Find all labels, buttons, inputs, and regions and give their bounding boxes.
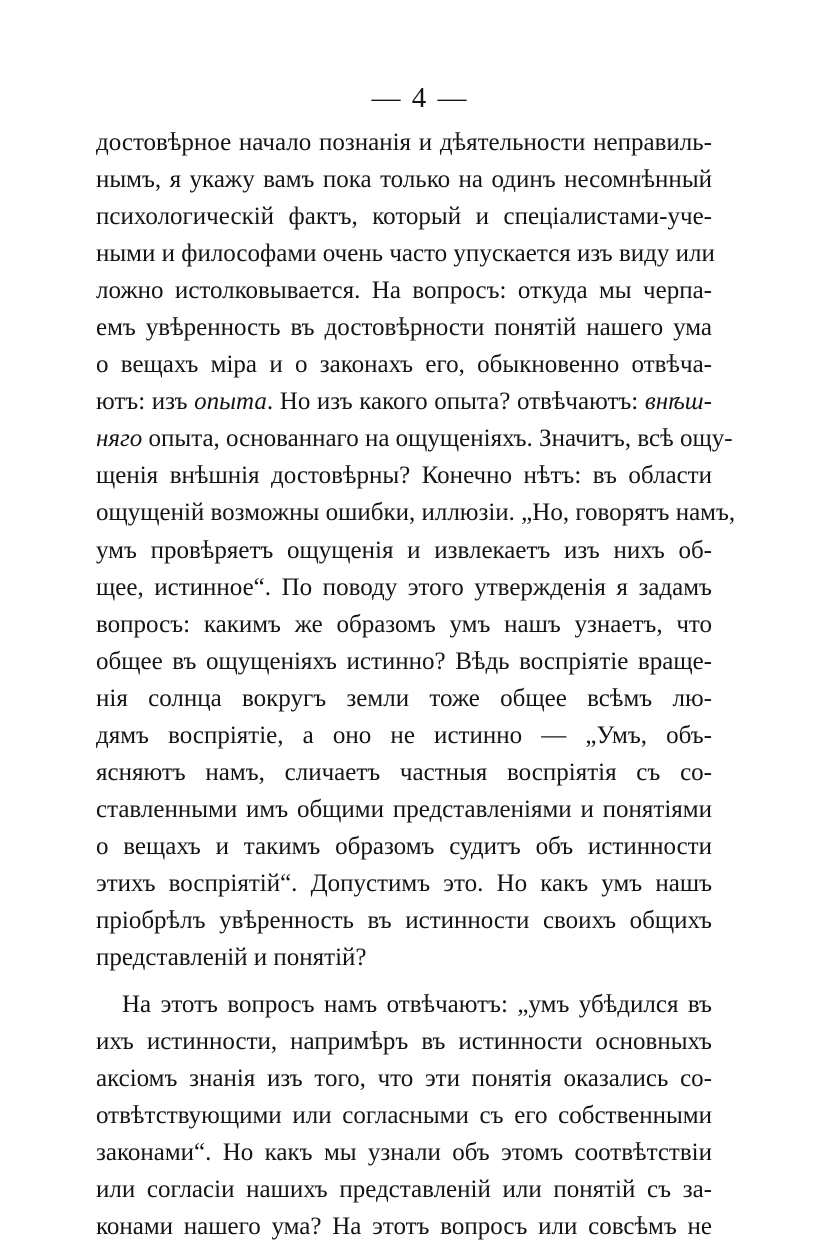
text-line: ставленными имъ общими представленіями и понятіями (96, 795, 712, 823)
text-line: психологическій фактъ, который и спеціалистами-уче- (96, 203, 712, 231)
text-line: ощущеній возможны ошибки, иллюзіи. „Но, говорятъ намъ, (96, 499, 736, 527)
text-run: ютъ: изъ (96, 388, 195, 416)
text-line: отвѣтствующими или согласными съ его собственными (96, 1102, 712, 1130)
text-line: нія солнца вокругъ земли тоже общее всѣмъ лю- (96, 684, 712, 712)
text-line: ясняютъ намъ, сличаетъ частныя воспріятія съ со- (96, 758, 712, 786)
text-line: ложно истолковывается. На вопросъ: откуда мы черпа- (96, 277, 712, 305)
text-line: аксіомъ знанія изъ того, что эти понятія оказались со- (96, 1065, 712, 1093)
text-run: . Но изъ какого опыта? отвѣчаютъ: (266, 388, 645, 416)
text-line: представленій и понятій? (96, 944, 367, 972)
text-line: общее въ ощущеніяхъ истинно? Вѣдь воспріятіе враще- (96, 647, 712, 675)
paragraph-2 (96, 986, 712, 1245)
text-line: вопросъ: какимъ же образомъ умъ нашъ узнаетъ, что (96, 610, 712, 638)
text-line: законами“. Но какъ мы узнали объ этомъ соотвѣтствіи (96, 1139, 712, 1167)
paragraph-1 (96, 124, 736, 976)
text-line: щенія внѣшнія достовѣрны? Конечно нѣтъ: въ области (96, 462, 712, 490)
text-line: о вещахъ міра и о законахъ его, обыкновенно отвѣча- (96, 351, 712, 379)
body-text (96, 124, 736, 1245)
paragraph-gap (96, 976, 712, 986)
text-line: нымъ, я укажу вамъ пока только на одинъ несомнѣнный (96, 166, 712, 194)
text-line: ными и философами очень часто упускается изъ виду или (96, 240, 715, 268)
text-line: конами нашего ума? На этотъ вопросъ или совсѣмъ не (96, 1213, 712, 1241)
page-number: — 4 — (371, 82, 469, 114)
text-line: щее, истинное“. По поводу этого утвержденія я задамъ (96, 573, 712, 601)
text-line: На этотъ вопросъ намъ отвѣчаютъ: „умъ убѣдился въ (122, 991, 712, 1019)
text-line: этихъ воспріятій“. Допустимъ это. Но какъ умъ нашъ (96, 869, 712, 897)
text-line: умъ провѣряетъ ощущенія и извлекаетъ изъ нихъ об- (96, 536, 712, 564)
text-line: или согласіи нашихъ представленій или понятій съ за- (96, 1176, 712, 1204)
text-line (96, 420, 733, 457)
emphasis-opyta: опыта (194, 388, 267, 416)
text-line (96, 383, 712, 420)
text-line: дямъ воспріятіе, а оно не истинно — „Умъ, объ- (96, 721, 712, 749)
text-line: пріобрѣлъ увѣренность въ истинности своихъ общихъ (96, 906, 712, 934)
emphasis-vneshnyago: внѣш- (644, 388, 712, 416)
text-line: ихъ истинности, напримѣръ въ истинности основныхъ (96, 1028, 712, 1056)
text-run: опыта, основаннаго на ощущеніяхъ. Значитъ, всѣ ощу- (142, 425, 733, 453)
text-line: о вещахъ и такимъ образомъ судитъ объ истинности (96, 832, 712, 860)
text-line: емъ увѣренность въ достовѣрности понятій нашего ума (96, 314, 712, 342)
text-line: достовѣрное начало познанія и дѣятельности неправиль- (96, 129, 712, 156)
emphasis-vneshnyago-end: няго (96, 425, 143, 453)
